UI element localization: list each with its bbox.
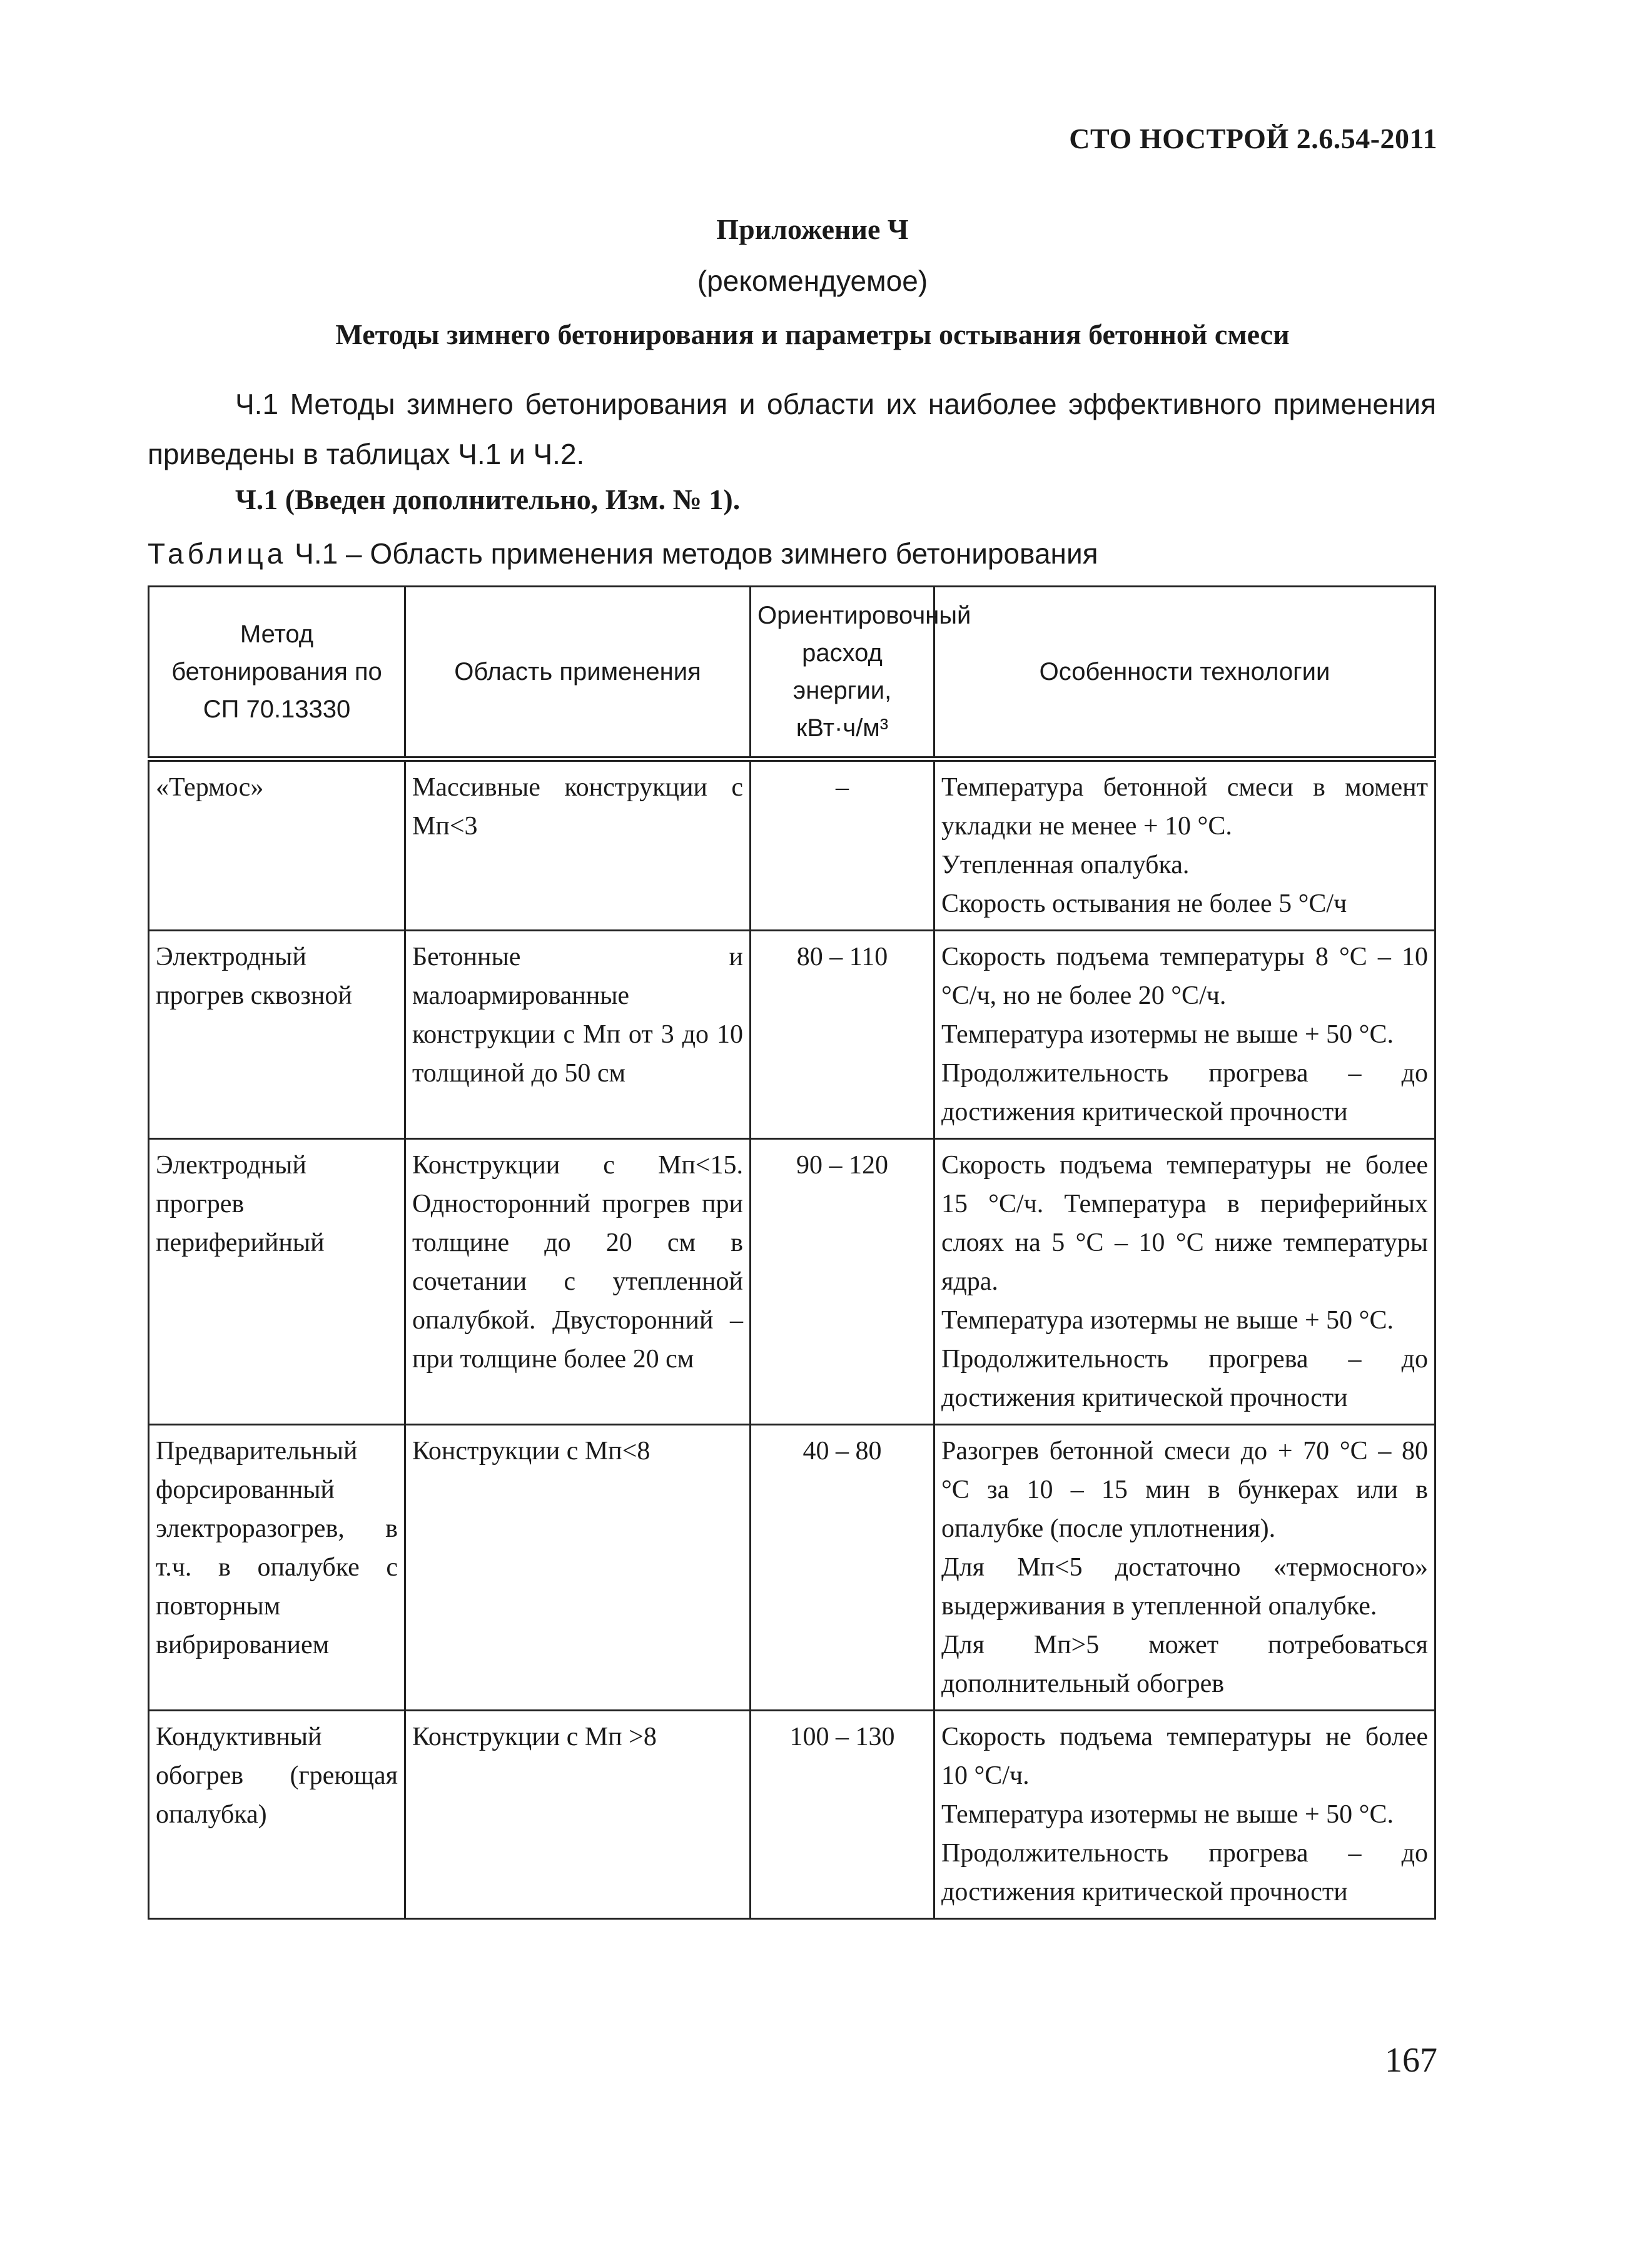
feature-line: Для Mп<5 достаточно «термосного» выдерживания в утепленной опалубке. <box>941 1553 1428 1621</box>
feature-line: Разогрев бетонной смеси до + 70 °С – 80 °С за 10 – 15 мин в бункерах или в опалубке (после уплотнения). <box>941 1437 1428 1543</box>
table-row <box>149 759 1435 931</box>
page-number: 167 <box>1385 2041 1437 2080</box>
header-features: Особенности технологии <box>934 587 1435 759</box>
appendix-title: Приложение Ч <box>716 213 909 245</box>
cell-method: Электродный прогрев периферийный <box>149 1139 405 1425</box>
table-row <box>149 1139 1435 1425</box>
feature-line: Для Mп>5 может потребоваться дополнительный обогрев <box>941 1631 1428 1698</box>
table-caption-text: Ч.1 – Область применения методов зимнего бетонирования <box>286 537 1098 570</box>
feature-line: Скорость остывания не более 5 °С/ч <box>941 889 1347 918</box>
header-area: Область применения <box>405 587 751 759</box>
document-code: СТО НОСТРОЙ 2.6.54-2011 <box>1069 123 1437 154</box>
cell-area: Конструкции с Mп >8 <box>405 1711 751 1919</box>
table-row <box>149 1711 1435 1919</box>
feature-line: Продолжительность прогрева – до достижения критической прочности <box>941 1839 1428 1906</box>
feature-line: Продолжительность прогрева – до достижения критической прочности <box>941 1059 1428 1126</box>
intro-paragraph-line-2: приведены в таблицах Ч.1 и Ч.2. <box>148 438 585 470</box>
winter-concreting-table <box>148 585 1436 1920</box>
feature-line: Утепленная опалубка. <box>941 851 1190 879</box>
appendix-heading: Методы зимнего бетонирования и параметры остывания бетонной смеси <box>335 318 1290 350</box>
feature-line: Температура бетонной смеси в момент укладки не менее + 10 °С. <box>941 773 1428 841</box>
cell-area: Бетонные и малоармированные конструкции с Mп от 3 до 10 толщиной до 50 см <box>405 931 751 1139</box>
table-row <box>149 1425 1435 1711</box>
table-row <box>149 931 1435 1139</box>
cell-energy: – <box>751 759 934 931</box>
appendix-subtitle: (рекомендуемое) <box>697 265 928 297</box>
feature-line: Температура изотермы не выше + 50 °С. <box>941 1800 1394 1829</box>
header-energy: Ориентировочный расход энергии, кВт·ч/м³ <box>751 587 934 759</box>
cell-area: Конструкции с Mп<8 <box>405 1425 751 1711</box>
feature-line: Скорость подъема температуры не более 10 °С/ч. <box>941 1723 1428 1790</box>
feature-line: Температура изотермы не выше + 50 °С. <box>941 1020 1394 1049</box>
cell-features <box>934 1139 1435 1425</box>
feature-line: Скорость подъема температуры 8 °С – 10 °С/ч, но не более 20 °С/ч. <box>941 943 1428 1010</box>
cell-features <box>934 931 1435 1139</box>
cell-area: Конструкции с Mп<15. Односторонний прогрев при толщине до 20 см в сочетании с утепленной опалубкой. Двусторонний – при толщине более 20 см <box>405 1139 751 1425</box>
feature-line: Температура изотермы не выше + 50 °С. <box>941 1306 1394 1335</box>
header-method: Метод бетонирования по СП 70.13330 <box>149 587 405 759</box>
cell-method: «Термос» <box>149 759 405 931</box>
cell-method: Электродный прогрев сквозной <box>149 931 405 1139</box>
cell-method: Предварительный форсированный электроразогрев, в т.ч. в опалубке с повторным вибрированием <box>149 1425 405 1711</box>
table-caption <box>148 537 1098 570</box>
cell-area: Массивные конструкции с Mп<3 <box>405 759 751 931</box>
amendment-note: Ч.1 (Введен дополнительно, Изм. № 1). <box>235 483 741 515</box>
intro-paragraph-line-1: Ч.1 Методы зимнего бетонирования и области их наиболее эффективного применения <box>235 388 1436 420</box>
feature-line: Продолжительность прогрева – до достижения критической прочности <box>941 1345 1428 1412</box>
table-header-row <box>149 587 1435 759</box>
feature-line: Скорость подъема температуры не более 15 °С/ч. Температура в периферийных слоях на 5 °С – 10 °С ниже температуры ядра. <box>941 1151 1428 1296</box>
intro-paragraph <box>148 379 1436 479</box>
cell-features <box>934 1425 1435 1711</box>
cell-method: Кондуктивный обогрев (греющая опалубка) <box>149 1711 405 1919</box>
cell-energy: 100 – 130 <box>751 1711 934 1919</box>
cell-energy: 40 – 80 <box>751 1425 934 1711</box>
cell-energy: 80 – 110 <box>751 931 934 1139</box>
table-caption-label: Таблица <box>148 537 287 570</box>
cell-features <box>934 759 1435 931</box>
cell-energy: 90 – 120 <box>751 1139 934 1425</box>
cell-features <box>934 1711 1435 1919</box>
